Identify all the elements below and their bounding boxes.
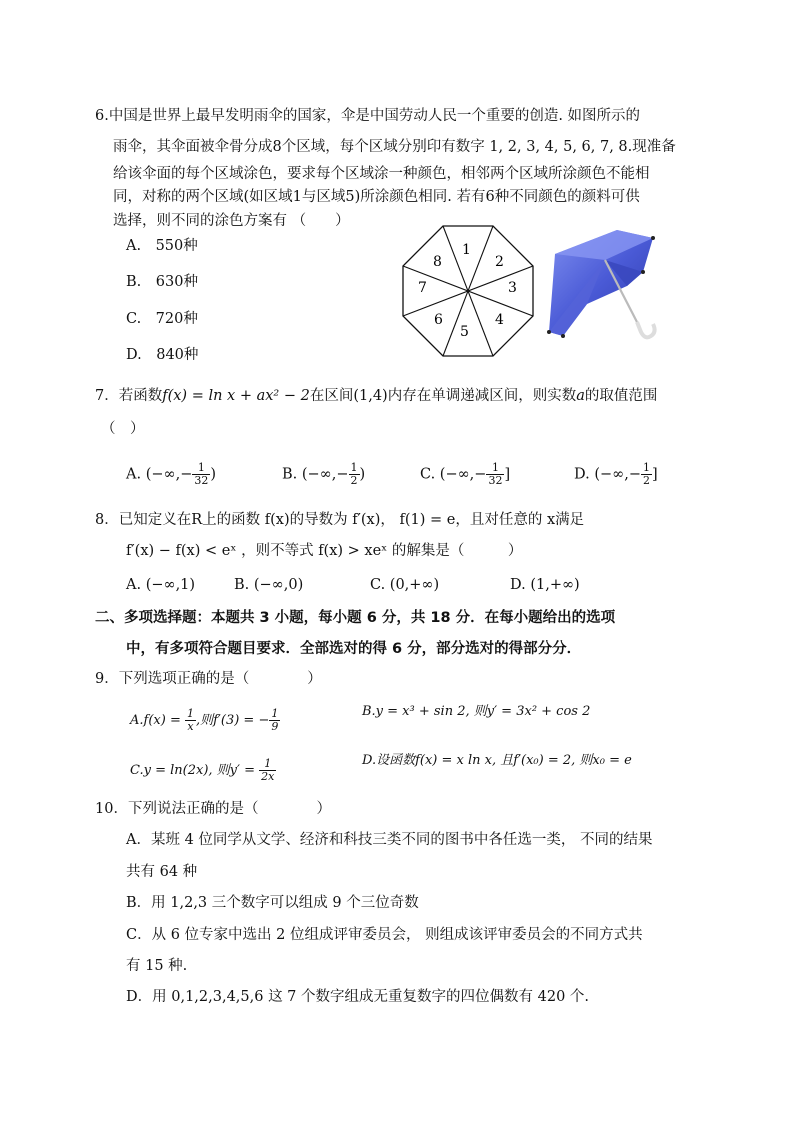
q6-option-a[interactable]: A. 550种 bbox=[126, 238, 198, 254]
q9-option-b[interactable]: B.y = x³ + sin 2, 则y′ = 3x² + cos 2 bbox=[362, 704, 591, 719]
q10-stem: 10．下列说法正确的是（ ） bbox=[95, 801, 331, 817]
q7-function: f(x) = ln x + ax² − 2 bbox=[162, 388, 310, 404]
octagon-label-3: 3 bbox=[508, 280, 517, 296]
octagon-label-2: 2 bbox=[495, 254, 504, 270]
q10-option-a-line-1[interactable]: A．某班 4 位同学从文学、经济和科技三类不同的图书中各任选一类， 不同的结果 bbox=[126, 832, 653, 848]
q9-option-c[interactable]: C.y = ln(2x), 则y′ = $\frac{1}{2x}$ bbox=[130, 757, 275, 783]
section-2-line-2: 中，有多项符合题目要求．全部选对的得 6 分，部分选对的得部分分． bbox=[126, 641, 582, 657]
q6-line-4: 同，对称的两个区域(如区域1与区域5)所涂颜色相同. 若有6种不同颜色的颜料可供 bbox=[113, 189, 640, 205]
octagon-label-5: 5 bbox=[460, 324, 469, 340]
q7-option-d[interactable]: D. (−∞,− $\frac{1}{2}$ ] bbox=[574, 461, 658, 487]
q8-option-a[interactable]: A. (−∞,1) bbox=[126, 577, 196, 593]
q9-stem: 9．下列选项正确的是（ ） bbox=[95, 671, 322, 687]
octagon-label-6: 6 bbox=[434, 312, 443, 328]
q6-line-2: 雨伞，其伞面被伞骨分成8个区域，每个区域分别印有数字 1, 2, 3, 4, 5, 6, 7, 8.现准备 bbox=[113, 139, 676, 155]
q9-option-a[interactable]: A.f(x) = $\frac{1}{x}$ ,则f′(3) = − $\frac{1}{9}$ bbox=[130, 707, 279, 733]
octagon-umbrella-diagram bbox=[400, 224, 536, 358]
octagon-label-1: 1 bbox=[462, 242, 471, 258]
q7-option-b[interactable]: B. (−∞,− $\frac{1}{2}$ ) bbox=[282, 461, 366, 487]
q6-line-5: 选择，则不同的涂色方案有 （ ） bbox=[113, 213, 350, 229]
q7-prefix: 7．若函数 bbox=[95, 388, 163, 404]
q7-paren: （ ） bbox=[101, 421, 145, 437]
octagon-label-7: 7 bbox=[418, 280, 427, 296]
umbrella-picture bbox=[545, 224, 661, 346]
q10-option-a-line-2: 共有 64 种 bbox=[126, 864, 198, 880]
q8-option-d[interactable]: D. (1,+∞) bbox=[510, 577, 580, 593]
q6-option-c[interactable]: C. 720种 bbox=[126, 311, 198, 327]
q6-option-d[interactable]: D. 840种 bbox=[126, 347, 199, 363]
q6-line-1: 6.中国是世界上最早发明雨伞的国家，伞是中国劳动人民一个重要的创造. 如图所示的 bbox=[95, 108, 641, 124]
q8-option-b[interactable]: B. (−∞,0) bbox=[234, 577, 304, 593]
q8-option-c[interactable]: C. (0,+∞) bbox=[370, 577, 440, 593]
q7-suffix: 的取值范围 bbox=[584, 388, 658, 404]
q6-line-3: 给该伞面的每个区域涂色，要求每个区域涂一种颜色，相邻两个区域所涂颜色不能相 bbox=[113, 166, 650, 182]
q7-option-c[interactable]: C. (−∞,− $\frac{1}{32}$ ] bbox=[420, 461, 511, 487]
octagon-label-8: 8 bbox=[433, 254, 442, 270]
q7-variable: a bbox=[576, 388, 585, 404]
q10-option-b[interactable]: B．用 1,2,3 三个数字可以组成 9 个三位奇数 bbox=[126, 895, 419, 911]
q10-option-d[interactable]: D．用 0,1,2,3,4,5,6 这 7 个数字组成无重复数字的四位偶数有 420 个. bbox=[126, 989, 590, 1005]
q7-option-a[interactable]: A. (−∞,− $\frac{1}{32}$ ) bbox=[126, 461, 217, 487]
q8-line-2: f′(x) − f(x) < eˣ ，则不等式 f(x) > xeˣ 的解集是（ ） bbox=[126, 543, 523, 559]
q7-stem bbox=[95, 386, 657, 406]
q9-option-d[interactable]: D.设函数f(x) = x ln x, 且f′(x₀) = 2, 则x₀ = e bbox=[362, 753, 632, 768]
q10-option-c-line-2: 有 15 种. bbox=[126, 958, 188, 974]
q8-line-1: 8．已知定义在R上的函数 f(x)的导数为 f′(x)， f(1) = e，且对任意的 x满足 bbox=[95, 512, 585, 528]
q7-middle: 在区间(1,4)内存在单调递减区间，则实数 bbox=[309, 388, 577, 404]
section-2-line-1: 二、多项选择题：本题共 3 小题，每小题 6 分，共 18 分．在每小题给出的选项 bbox=[95, 610, 616, 626]
octagon-label-4: 4 bbox=[495, 312, 504, 328]
q6-option-b[interactable]: B. 630种 bbox=[126, 274, 198, 290]
q10-option-c-line-1[interactable]: C．从 6 位专家中选出 2 位组成评审委员会， 则组成该评审委员会的不同方式共 bbox=[126, 927, 643, 943]
